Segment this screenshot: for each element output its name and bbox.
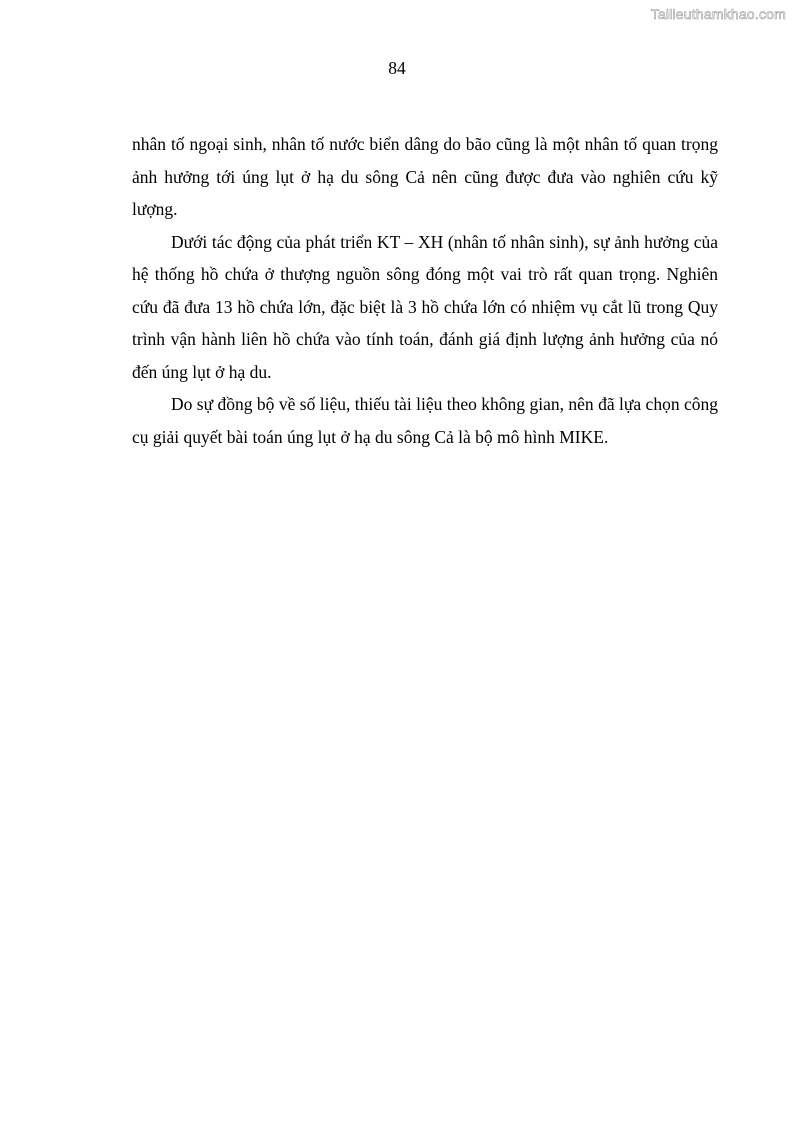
body-text: [132, 128, 718, 453]
paragraph-model-choice: Do sự đồng bộ về số liệu, thiếu tài liệu theo không gian, nên đã lựa chọn công cụ giải quyết bài toán úng lụt ở hạ du sông Cả là bộ mô hình MIKE.: [132, 394, 718, 447]
watermark: Tailieuthamkhao.com: [650, 6, 786, 22]
paragraph-human-factors: Dưới tác động của phát triển KT – XH (nhân tố nhân sinh), sự ảnh hưởng của hệ thống hồ chứa ở thượng nguồn sông đóng một vai trò rất quan trọng. Nghiên cứu đã đưa 13 hồ chứa lớn, đặc biệt là 3 hồ chứa lớn có nhiệm vụ cắt lũ trong Quy trình vận hành liên hồ chứa vào tính toán, đánh giá định lượng ảnh hưởng của nó đến úng lụt ở hạ du.: [132, 231, 718, 382]
page-number: 84: [388, 58, 406, 78]
paragraph-continuation: nhân tố ngoại sinh, nhân tố nước biển dâng do bão cũng là một nhân tố quan trọng ảnh hưởng tới úng lụt ở hạ du sông Cả nên cũng được đưa vào nghiên cứu kỹ lượng.: [132, 134, 718, 219]
